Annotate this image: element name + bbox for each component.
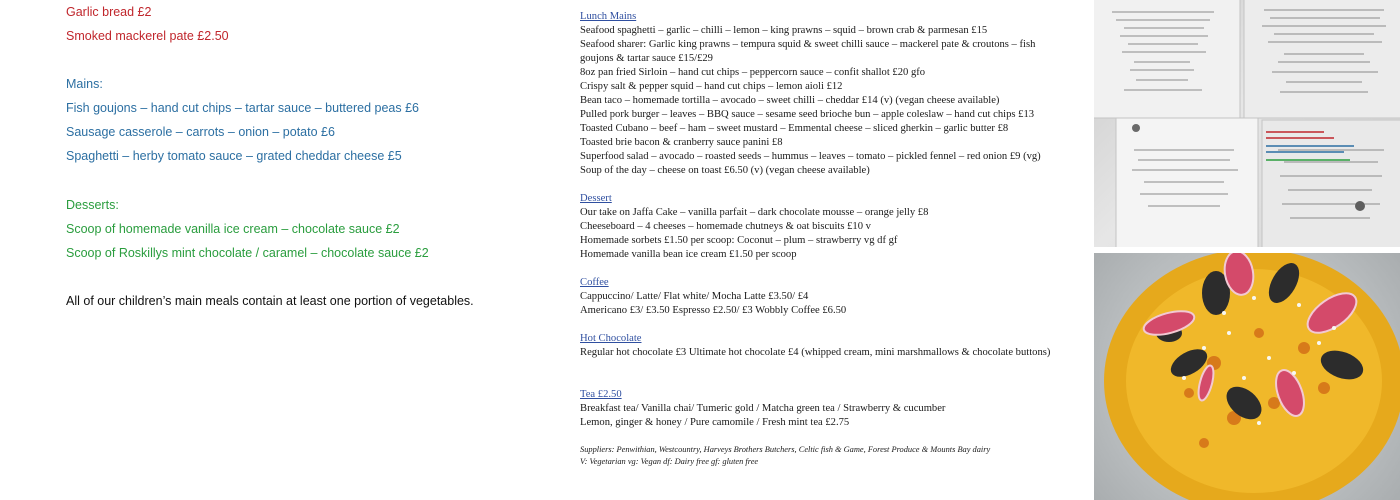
- dessert-item: Our take on Jaffa Cake – vanilla parfait – dark chocolate mousse – orange jelly £8: [580, 207, 929, 218]
- kids-main-fish-goujons: Fish goujons – hand cut chips – tartar sauce – buttered peas £6: [66, 101, 420, 115]
- lunch-item: Pulled pork burger – leaves – BBQ sauce – sesame seed brioche bun – apple coleslaw – hand cut chips £13: [580, 109, 1035, 120]
- menu-board-photo: [1094, 0, 1400, 247]
- dessert-item: Homemade vanilla bean ice cream £1.50 per scoop: [580, 249, 797, 260]
- lunch-item: Toasted Cubano – beef – ham – sweet mustard – Emmental cheese – sliced gherkin – garlic butter £8: [580, 123, 1009, 134]
- lunch-item: Seafood spaghetti – garlic – chilli – lemon – king prawns – squid – brown crab & parmesan £15: [580, 25, 988, 36]
- tea-item: Breakfast tea/ Vanilla chai/ Tumeric gold / Matcha green tea / Strawberry & cucumber: [580, 403, 946, 414]
- tea-item: Lemon, ginger & honey / Pure camomile / Fresh mint tea £2.75: [580, 417, 850, 428]
- coffee-item: Americano £3/ £3.50 Espresso £2.50/ £3 Wobbly Coffee £6.50: [580, 305, 847, 316]
- lunch-item: Crispy salt & pepper squid – hand cut chips – lemon aioli £12: [580, 81, 843, 92]
- dessert-item: Homemade sorbets £1.50 per scoop: Coconut – plum – strawberry vg df gf: [580, 235, 898, 246]
- dessert-item: Cheeseboard – 4 cheeses – homemade chutneys & oat biscuits £10 v: [580, 221, 871, 232]
- tea-heading: Tea £2.50: [580, 389, 622, 400]
- lunch-item: Soup of the day – cheese on toast £6.50 (v) (vegan cheese available): [580, 165, 870, 176]
- kids-desserts-heading: Desserts:: [66, 198, 119, 212]
- coffee-item: Cappuccino/ Latte/ Flat white/ Mocha Latte £3.50/ £4: [580, 291, 809, 302]
- kids-dessert-vanilla: Scoop of homemade vanilla ice cream – chocolate sauce £2: [66, 222, 400, 236]
- hot-chocolate-heading: Hot Chocolate: [580, 333, 642, 344]
- kids-main-sausage-casserole: Sausage casserole – carrots – onion – potato £6: [66, 125, 335, 139]
- menu-board-illustration: [1094, 0, 1400, 247]
- coffee-heading: Coffee: [580, 277, 609, 288]
- dessert-heading: Dessert: [580, 193, 612, 204]
- lunch-item: Toasted brie bacon & cranberry sauce panini £8: [580, 137, 783, 148]
- kids-main-spaghetti: Spaghetti – herby tomato sauce – grated cheddar cheese £5: [66, 149, 402, 163]
- dietary-key: V: Vegetarian vg: Vegan df: Dairy free gf: gluten free: [580, 457, 759, 466]
- kids-vegetables-note: All of our children’s main meals contain at least one portion of vegetables.: [66, 294, 474, 308]
- photo-column: [1094, 0, 1400, 500]
- lunch-item: Seafood sharer: Garlic king prawns – tempura squid & sweet chilli sauce – mackerel pate & croutons – fish goujons & tartar sauce £15/£29: [580, 39, 1036, 64]
- kids-mains-heading: Mains:: [66, 77, 103, 91]
- lunch-mains-heading: Lunch Mains: [580, 11, 637, 22]
- lunch-item: Superfood salad – avocado – roasted seeds – hummus – leaves – tomato – pickled fennel – red onion £9 (vg): [580, 151, 1041, 162]
- lunch-item: Bean taco – homemade tortilla – avocado – sweet chilli – cheddar £14 (v) (vegan cheese available): [580, 95, 1000, 106]
- main-menu: [560, 0, 1094, 500]
- kids-dessert-roskillys: Scoop of Roskillys mint chocolate / caramel – chocolate sauce £2: [66, 246, 429, 260]
- kids-starter-mackerel-pate: Smoked mackerel pate £2.50: [66, 29, 229, 43]
- kids-starter-garlic-bread: Garlic bread £2: [66, 5, 152, 19]
- suppliers-note: Suppliers: Penwithian, Westcountry, Harveys Brothers Butchers, Celtic fish & Game, Forest Produce & Mounts Bay dairy: [580, 445, 991, 454]
- lunch-item: 8oz pan fried Sirloin – hand cut chips – peppercorn sauce – confit shallot £20 gfo: [580, 67, 926, 78]
- food-dish-photo: [1094, 253, 1400, 500]
- food-dish-illustration: [1094, 253, 1400, 500]
- kids-menu: [0, 0, 560, 500]
- hot-chocolate-item: Regular hot chocolate £3 Ultimate hot chocolate £4 (whipped cream, mini marshmallows & chocolate buttons): [580, 347, 1051, 358]
